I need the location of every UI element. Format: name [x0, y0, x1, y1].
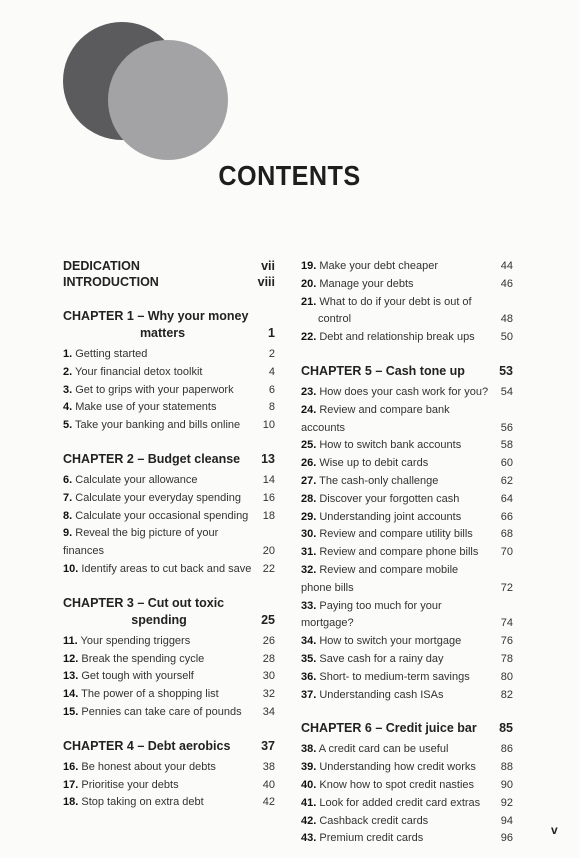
entry-page: 50 — [500, 331, 513, 344]
entry-label — [301, 455, 491, 473]
entry-page: 56 — [500, 421, 513, 434]
entry-number: 28. — [301, 492, 317, 505]
entry-label — [63, 704, 253, 722]
chapter-title-line1: CHAPTER 2 – Budget cleanse — [63, 451, 241, 466]
toc-entry[interactable] — [301, 402, 513, 438]
entry-number: 36. — [301, 670, 317, 683]
toc-entry[interactable] — [63, 668, 275, 686]
entry-page: 22 — [262, 562, 275, 575]
entry-number: 42. — [301, 814, 317, 827]
toc-entry[interactable] — [301, 526, 513, 544]
entry-number: 32. — [301, 563, 317, 576]
entry-title: Understanding how credit works — [319, 761, 476, 774]
entry-label — [301, 258, 491, 276]
entry-label — [301, 509, 491, 527]
entry-page: 14 — [262, 473, 275, 486]
entry-label — [301, 526, 491, 544]
entry-title: Make your debt cheaper — [319, 260, 438, 272]
entry-title: Make use of your statements — [75, 401, 217, 414]
entry-number: 8. — [63, 509, 73, 522]
entry-page: 10 — [262, 419, 275, 432]
entry-label — [301, 598, 491, 634]
toc-entry[interactable] — [301, 384, 513, 402]
chapter-title-line1: CHAPTER 6 – Credit juice bar — [301, 721, 477, 736]
toc-entry[interactable] — [63, 561, 275, 579]
entry-number: 40. — [301, 778, 317, 791]
front-matter-page: viii — [257, 275, 275, 289]
entry-label — [63, 382, 253, 400]
entry-title: Look for added credit card extras — [319, 796, 481, 809]
entry-title: Reveal the big picture of your finances — [63, 527, 219, 558]
toc-entry[interactable] — [63, 490, 275, 508]
entry-page: 86 — [500, 743, 513, 756]
entry-label — [301, 741, 491, 759]
chapter-heading[interactable] — [301, 363, 513, 380]
entry-title: Review and compare utility bills — [319, 528, 473, 541]
chapter-heading[interactable] — [63, 595, 275, 629]
entry-label — [63, 508, 253, 526]
entry-label — [301, 813, 491, 831]
toc-entry[interactable] — [301, 813, 513, 831]
toc-entry[interactable] — [63, 382, 275, 400]
entry-number: 2. — [63, 365, 73, 378]
entry-page: 40 — [262, 778, 275, 791]
entry-title: Identify areas to cut back and save — [81, 562, 252, 575]
entry-number: 31. — [301, 546, 317, 559]
entry-title: Discover your forgotten cash — [319, 492, 460, 505]
entry-page: 74 — [500, 617, 513, 630]
entry-page: 42 — [262, 796, 275, 809]
entry-page: 72 — [500, 581, 513, 594]
toc-entry[interactable] — [301, 830, 513, 848]
toc-entry[interactable] — [301, 759, 513, 777]
toc-entry[interactable] — [301, 795, 513, 813]
toc-entry[interactable] — [301, 651, 513, 669]
entry-label — [301, 491, 491, 509]
entry-page: 88 — [500, 761, 513, 774]
entry-number: 1. — [63, 348, 73, 360]
entry-label — [301, 402, 491, 438]
entry-page: 62 — [500, 474, 513, 487]
entry-title: Review and compare bank accounts — [301, 403, 450, 434]
chapter-title — [63, 451, 255, 468]
entry-title: Break the spending cycle — [81, 652, 205, 665]
toc-entry[interactable] — [63, 777, 275, 795]
entry-number: 21. — [301, 295, 317, 308]
chapter-heading[interactable] — [63, 308, 275, 342]
entry-number: 5. — [63, 419, 73, 432]
entry-number: 7. — [63, 491, 73, 504]
entry-title: Review and compare phone bills — [319, 546, 479, 559]
entry-label — [301, 473, 491, 491]
entry-number: 43. — [301, 832, 317, 845]
entry-title: Calculate your allowance — [75, 473, 198, 486]
entry-label — [301, 777, 491, 795]
chapter-title — [63, 308, 262, 342]
toc-entry[interactable] — [301, 687, 513, 705]
entry-page: 60 — [500, 457, 513, 470]
entry-page: 46 — [500, 277, 513, 290]
entry-page: 70 — [500, 546, 513, 559]
front-matter-label: DEDICATION — [63, 259, 140, 273]
toc-entry[interactable] — [63, 364, 275, 382]
entry-title: Take your banking and bills online — [75, 419, 241, 432]
toc-entry[interactable] — [301, 276, 513, 294]
entry-page: 48 — [500, 313, 513, 326]
entry-title: Calculate your occasional spending — [75, 509, 249, 522]
toc-entry[interactable] — [63, 525, 275, 561]
entry-number: 38. — [301, 743, 317, 756]
entry-page: 54 — [500, 385, 513, 398]
entry-number: 37. — [301, 688, 317, 701]
entry-label — [63, 794, 253, 812]
spacer — [63, 290, 275, 308]
entry-title: Get tough with yourself — [81, 670, 194, 683]
entry-label — [301, 276, 491, 294]
toc-entry[interactable] — [63, 759, 275, 777]
entry-label — [63, 777, 253, 795]
chapter-title-line1: CHAPTER 1 – Why your money — [63, 309, 249, 323]
chapter-page: 1 — [268, 326, 275, 340]
entry-label — [301, 795, 491, 813]
toc-entry[interactable] — [301, 669, 513, 687]
toc-entry[interactable] — [63, 399, 275, 417]
entry-title: A credit card can be useful — [318, 743, 449, 756]
front-matter-page: vii — [261, 259, 275, 273]
entry-number: 41. — [301, 796, 317, 809]
entry-page: 38 — [262, 760, 275, 773]
entry-number: 25. — [301, 439, 317, 452]
toc-entry[interactable] — [63, 704, 275, 722]
spacer — [301, 347, 513, 363]
entry-label — [63, 472, 253, 490]
entry-title: How to switch bank accounts — [319, 439, 462, 452]
toc-entry[interactable] — [301, 777, 513, 795]
entry-page: 76 — [500, 635, 513, 648]
toc-entry[interactable] — [301, 329, 513, 347]
chapter-title-line2: matters — [139, 326, 186, 340]
toc-entry[interactable] — [301, 294, 513, 330]
chapter-heading[interactable] — [63, 451, 275, 468]
toc-column-left — [63, 258, 275, 812]
front-matter-label: INTRODUCTION — [63, 275, 159, 289]
entry-label — [63, 525, 253, 561]
entry-label — [301, 329, 491, 347]
entry-label — [301, 562, 491, 598]
entry-label — [301, 830, 491, 848]
entry-title: Know how to spot credit nasties — [319, 778, 475, 791]
chapter-title-line1: CHAPTER 5 – Cash tone up — [301, 363, 465, 378]
toc-entry[interactable] — [301, 562, 513, 598]
spacer — [301, 704, 513, 720]
entry-title: Understanding joint accounts — [319, 510, 462, 523]
entry-page: 34 — [262, 705, 275, 718]
entry-label — [301, 294, 491, 330]
entry-number: 12. — [63, 652, 79, 665]
entry-label — [63, 490, 253, 508]
entry-page: 28 — [262, 652, 275, 665]
entry-page: 6 — [268, 383, 275, 396]
entry-title: Your financial detox toolkit — [75, 365, 203, 378]
entry-title: The cash-only challenge — [319, 474, 439, 487]
entry-title: Manage your debts — [319, 277, 414, 290]
entry-title: Review and compare mobile phone bills — [301, 563, 459, 594]
entry-page: 58 — [500, 439, 513, 452]
entry-number: 22. — [301, 331, 317, 344]
entry-label — [301, 384, 491, 402]
entry-number: 24. — [301, 403, 317, 416]
entry-title: Be honest about your debts — [81, 760, 216, 773]
entry-title: Stop taking on extra debt — [81, 796, 204, 809]
entry-label — [301, 669, 491, 687]
entry-page: 66 — [500, 510, 513, 523]
entry-label — [63, 399, 253, 417]
toc-column-right — [301, 258, 513, 848]
entry-label — [63, 417, 253, 435]
entry-label — [301, 687, 491, 705]
entry-label — [301, 633, 491, 651]
entry-page: 32 — [262, 688, 275, 701]
entry-number: 19. — [301, 260, 317, 272]
entry-number: 3. — [63, 383, 73, 396]
entry-number: 16. — [63, 760, 79, 773]
entry-page: 94 — [500, 814, 513, 827]
page-title: CONTENTS — [218, 160, 361, 191]
toc-entry[interactable] — [63, 472, 275, 490]
entry-page: 68 — [500, 528, 513, 541]
toc-entry[interactable] — [63, 346, 275, 364]
toc-entry[interactable] — [301, 491, 513, 509]
entry-page: 20 — [262, 545, 275, 558]
entry-number: 39. — [301, 761, 317, 774]
entry-label — [301, 759, 491, 777]
entry-number: 29. — [301, 510, 317, 523]
chapter-title — [301, 363, 493, 380]
entry-title: Pennies can take care of pounds — [81, 705, 242, 718]
entry-page: 30 — [262, 670, 275, 683]
entry-number: 13. — [63, 670, 79, 683]
chapter-page: 53 — [499, 363, 513, 378]
entry-title: Your spending triggers — [80, 634, 191, 647]
entry-page: 16 — [262, 491, 275, 504]
entry-number: 14. — [63, 688, 79, 701]
chapter-title — [63, 595, 255, 629]
entry-page: 26 — [262, 634, 275, 647]
toc-entry[interactable] — [301, 544, 513, 562]
entry-title: Short- to medium-term savings — [319, 670, 470, 683]
entry-number: 6. — [63, 473, 73, 486]
entry-label — [63, 346, 253, 364]
page-number: v — [551, 823, 558, 837]
toc-entry[interactable] — [63, 633, 275, 651]
toc-entry[interactable] — [63, 794, 275, 812]
entry-page: 2 — [268, 348, 275, 360]
entry-title: Get to grips with your paperwork — [75, 383, 234, 396]
entry-title: Calculate your everyday spending — [75, 491, 241, 504]
entry-number: 20. — [301, 277, 317, 290]
entry-title: Getting started — [75, 348, 148, 360]
spacer — [63, 722, 275, 738]
entry-title: Debt and relationship break ups — [319, 331, 475, 344]
decorative-light-circle — [108, 40, 228, 160]
entry-label — [63, 364, 253, 382]
entry-page: 78 — [500, 652, 513, 665]
entry-number: 27. — [301, 474, 317, 487]
entry-title: Wise up to debit cards — [319, 457, 429, 470]
chapter-title — [301, 720, 493, 737]
entry-title: What to do if your debt is out of — [319, 295, 472, 308]
entry-number: 15. — [63, 705, 79, 718]
chapter-title-line2: spending — [131, 612, 187, 627]
chapter-heading[interactable] — [63, 738, 275, 755]
entry-label — [63, 561, 253, 579]
entry-number: 26. — [301, 457, 317, 470]
chapter-title-line1: CHAPTER 4 – Debt aerobics — [63, 738, 231, 753]
toc-entry[interactable] — [301, 509, 513, 527]
entry-title: Cashback credit cards — [319, 814, 429, 827]
entry-page: 44 — [500, 260, 513, 272]
entry-page: 82 — [500, 688, 513, 701]
toc-entry[interactable] — [63, 508, 275, 526]
chapter-page: 37 — [261, 738, 275, 753]
chapter-page: 25 — [261, 612, 275, 627]
entry-number: 18. — [63, 796, 79, 809]
spacer — [63, 579, 275, 595]
chapter-heading[interactable] — [301, 720, 513, 737]
entry-number: 17. — [63, 778, 79, 791]
entry-label — [63, 668, 253, 686]
entry-label — [63, 759, 253, 777]
entry-number: 4. — [63, 401, 73, 414]
entry-number: 11. — [63, 634, 78, 647]
entry-page: 92 — [500, 796, 513, 809]
entry-label — [63, 633, 253, 651]
toc-entry[interactable] — [301, 633, 513, 651]
entry-number: 35. — [301, 652, 317, 665]
toc-entry[interactable] — [301, 437, 513, 455]
chapter-title — [63, 738, 255, 755]
entry-title: The power of a shopping list — [81, 688, 219, 701]
chapter-page: 85 — [499, 721, 513, 736]
entry-title-continued: control — [318, 313, 352, 326]
toc-entry[interactable] — [63, 686, 275, 704]
entry-label — [63, 651, 253, 669]
entry-number: 9. — [63, 527, 73, 540]
entry-number: 10. — [63, 562, 79, 575]
entry-title: Premium credit cards — [319, 832, 424, 845]
chapter-page: 13 — [261, 451, 275, 466]
entry-title: Prioritise your debts — [81, 778, 179, 791]
entry-number: 30. — [301, 528, 317, 541]
entry-page: 8 — [268, 401, 275, 414]
toc-entry[interactable] — [301, 455, 513, 473]
entry-page: 90 — [500, 778, 513, 791]
toc-entry[interactable] — [301, 598, 513, 634]
entry-number: 23. — [301, 385, 317, 398]
toc-entry[interactable] — [301, 473, 513, 491]
entry-title: How to switch your mortgage — [319, 635, 462, 648]
entry-page: 18 — [262, 509, 275, 522]
entry-page: 80 — [500, 670, 513, 683]
front-matter-item[interactable] — [63, 258, 275, 274]
chapter-title-line1: CHAPTER 3 – Cut out toxic — [63, 595, 225, 610]
entry-number: 34. — [301, 635, 317, 648]
entry-title: Understanding cash ISAs — [319, 688, 444, 701]
entry-page: 64 — [500, 492, 513, 505]
toc-entry[interactable] — [63, 417, 275, 435]
toc-entry[interactable] — [63, 651, 275, 669]
toc-entry[interactable] — [301, 258, 513, 276]
entry-title: Save cash for a rainy day — [319, 652, 444, 665]
entry-page: 4 — [268, 365, 275, 378]
entry-title: How does your cash work for you? — [319, 385, 489, 398]
entry-page: 96 — [500, 832, 513, 845]
entry-number: 33. — [301, 599, 317, 612]
entry-title: Paying too much for your mortgage? — [301, 599, 442, 630]
entry-label — [63, 686, 253, 704]
entry-label — [301, 544, 491, 562]
front-matter-item[interactable] — [63, 274, 275, 290]
entry-label — [301, 437, 491, 455]
toc-entry[interactable] — [301, 741, 513, 759]
spacer — [63, 435, 275, 451]
entry-label — [301, 651, 491, 669]
